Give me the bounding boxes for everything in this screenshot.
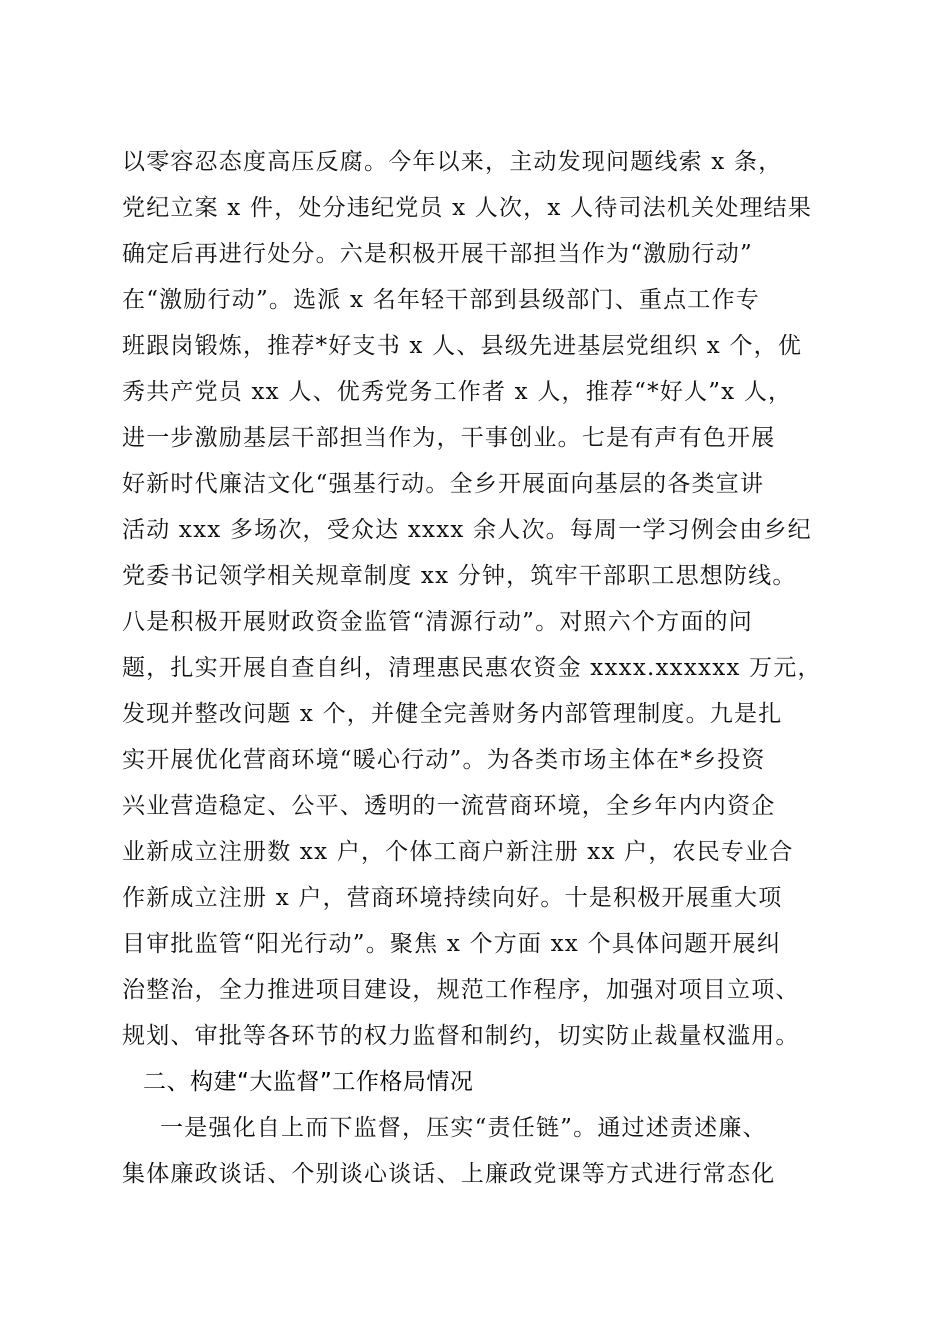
text-line-3: 确定后再进行处分。六是积极开展干部担当作为“激励行动”	[122, 241, 753, 267]
text-line-19: 治整治，全力推进项目建设，规范工作程序，加强对项目立项、	[122, 977, 800, 1003]
text-line-10: 党委书记领学相关规章制度 xx 分钟，筑牢干部职工思想防线。	[122, 563, 797, 589]
document-body	[122, 139, 832, 1197]
text-line-16: 业新成立注册数 xx 户，个体工商户新注册 xx 户，农民专业合	[122, 839, 794, 865]
text-line-15: 兴业营造稳定、公平、透明的一流营商环境，全乡年内内资企	[122, 793, 776, 819]
text-line-20: 规划、审批等各环节的权力监督和制约，切实防止裁量权滥用。	[122, 1023, 800, 1049]
text-line-11: 八是积极开展财政资金监管“清源行动”。对照六个方面的问	[122, 609, 753, 635]
text-line-7: 进一步激励基层干部担当作为，干事创业。七是有声有色开展	[122, 425, 776, 451]
text-line-14: 实开展优化营商环境“暖心行动”。为各类市场主体在*乡投资	[122, 747, 766, 773]
text-line-4: 在“激励行动”。选派 x 名年轻干部到县级部门、重点工作专	[122, 287, 760, 313]
text-line-2: 党纪立案 x 件，处分违纪党员 x 人次，x 人待司法机关处理结果	[122, 195, 813, 221]
section-text-line-2: 集体廉政谈话、个别谈心谈话、上廉政党课等方式进行常态化	[122, 1161, 776, 1187]
text-line-18: 目审批监管“阳光行动”。聚焦 x 个方面 xx 个具体问题开展纠	[122, 931, 782, 957]
section-heading: 二、构建“大监督”工作格局情况	[143, 1069, 474, 1095]
text-line-5: 班跟岗锻炼，推荐*好支书 x 人、县级先进基层党组织 x 个，优	[122, 333, 803, 359]
text-line-1: 以零容忍态度高压反腐。今年以来，主动发现问题线索 x 条，	[122, 149, 783, 175]
text-line-13: 发现并整改问题 x 个，并健全完善财务内部管理制度。九是扎	[122, 701, 783, 727]
text-line-9: 活动 xxx 多场次，受众达 xxxx 余人次。每周一学习例会由乡纪	[122, 517, 812, 543]
text-line-6: 秀共产党员 xx 人、优秀党务工作者 x 人，推荐“*好人”x 人，	[122, 379, 793, 405]
text-line-8: 好新时代廉洁文化“强基行动。全乡开展面向基层的各类宣讲	[122, 471, 765, 497]
text-line-12: 题，扎实开展自查自纠，清理惠民惠农资金 xxxx.xxxxxx 万元，	[122, 655, 822, 681]
section-text-line-1: 一是强化自上而下监督，压实“责任链”。通过述责述廉、	[160, 1115, 767, 1141]
text-line-17: 作新成立注册 x 户，营商环境持续向好。十是积极开展重大项	[122, 885, 783, 911]
